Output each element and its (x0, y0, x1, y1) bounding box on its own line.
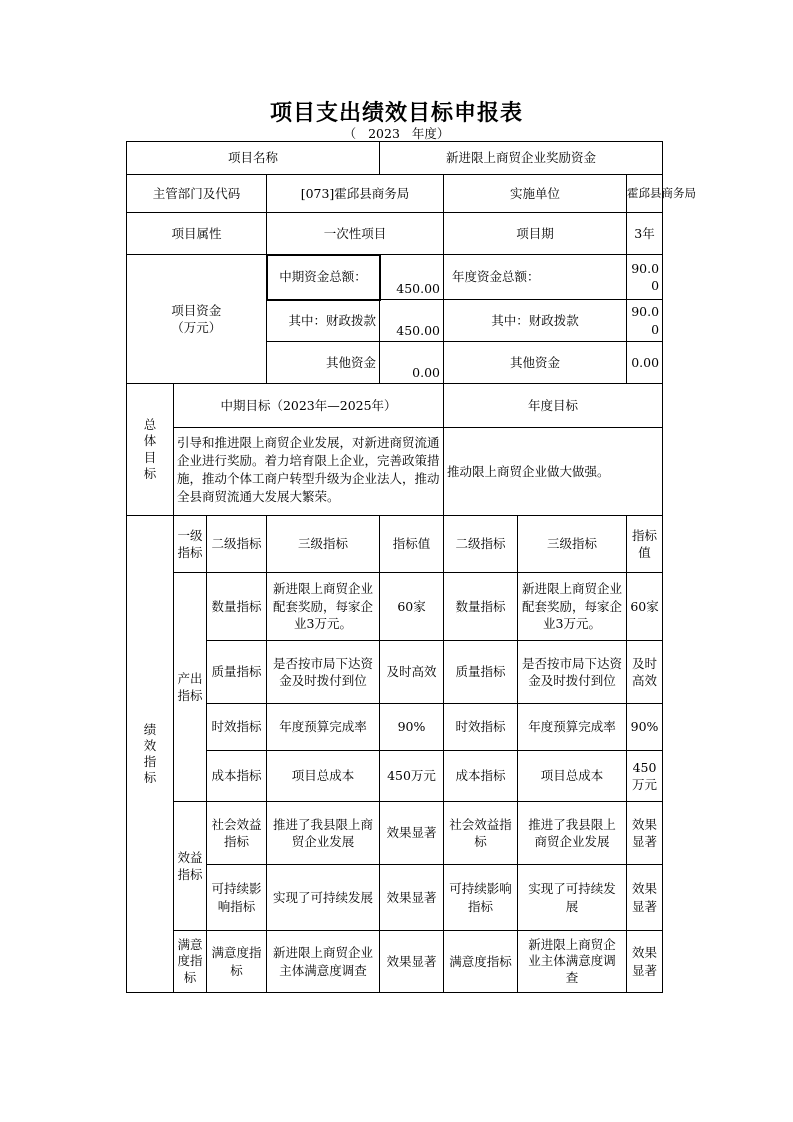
row-l2: 时效指标 (207, 704, 267, 751)
table-row (127, 704, 663, 751)
annual-goal-text: 推动限上商贸企业做大做强。 (444, 428, 663, 516)
row-l2: 质量指标 (207, 641, 267, 704)
row-l2b: 数量指标 (444, 573, 518, 641)
attr-value: 一次性项目 (267, 213, 444, 255)
funds-label: 项目资金 （万元） (127, 255, 267, 384)
hdr-value: 指标值 (380, 516, 444, 573)
hdr-level2b: 二级指标 (444, 516, 518, 573)
row-value: 效果显著 (380, 865, 444, 931)
mid-total-label: 中期资金总额： (267, 255, 380, 300)
row-l3: 推进了我县限上商贸企业发展 (267, 802, 380, 865)
mid-fiscal-value: 450.00 (380, 300, 444, 342)
row-l3b: 新进限上商贸企业配套奖励，每家企业3万元。 (518, 573, 627, 641)
row-value: 450万元 (380, 751, 444, 802)
row-valueb: 效果 显著 (627, 865, 663, 931)
row-value: 90% (380, 704, 444, 751)
row-l3: 实现了可持续发展 (267, 865, 380, 931)
mid-other-value: 0.00 (380, 342, 444, 384)
effect-label: 效益 指标 (174, 802, 207, 931)
annual-total-value: 90.00 (627, 255, 663, 300)
row-value: 效果显著 (380, 931, 444, 993)
table-row (127, 641, 663, 704)
row-l2: 社会效益 指标 (207, 802, 267, 865)
table-row (127, 751, 663, 802)
page-title: 项目支出绩效目标申报表 (269, 101, 523, 126)
row-valueb: 效果 显著 (627, 931, 663, 993)
row-l2b: 满意度指标 (444, 931, 518, 993)
row-value: 60家 (380, 573, 444, 641)
table-row (127, 573, 663, 641)
impl-label: 实施单位 (444, 175, 627, 213)
period-value: 3年 (627, 213, 663, 255)
row-l3: 是否按市局下达资金及时拨付到位 (267, 641, 380, 704)
row-valueb: 90% (627, 704, 663, 751)
row-valueb: 及时 高效 (627, 641, 663, 704)
annual-other-label: 其他资金 (444, 342, 627, 384)
table-row (127, 931, 663, 993)
perf-label: 绩 效 指 标 (127, 516, 174, 993)
year-line (0, 124, 793, 142)
hdr-level1: 一级 指标 (174, 516, 207, 573)
goals-label: 总 体 目 标 (127, 384, 174, 516)
row-valueb: 效果 显著 (627, 802, 663, 865)
satisfy-label: 满意 度指 标 (174, 931, 207, 993)
year-open: （ (343, 126, 357, 141)
mid-goal-text: 引导和推进限上商贸企业发展，对新进商贸流通企业进行奖励。着力培育限上企业，完善政策措施，推动个体工商户转型升级为企业法人，推动全县商贸流通大发展大繁荣。 (174, 428, 444, 516)
row-l2: 成本指标 (207, 751, 267, 802)
annual-goal-header: 年度目标 (444, 384, 663, 428)
mid-total-value: 450.00 (380, 255, 444, 300)
mid-fiscal-label: 其中：财政拨款 (267, 300, 380, 342)
project-name-value: 新进限上商贸企业奖励资金 (380, 142, 663, 175)
row-l3: 新进限上商贸企业配套奖励，每家企业3万元。 (267, 573, 380, 641)
dept-value: [073]霍邱县商务局 (267, 175, 444, 213)
row-l2: 数量指标 (207, 573, 267, 641)
row-valueb: 450 万元 (627, 751, 663, 802)
hdr-level2: 二级指标 (207, 516, 267, 573)
project-name-label: 项目名称 (127, 142, 380, 175)
hdr-level3b: 三级指标 (518, 516, 627, 573)
year-value: 2023 (368, 126, 400, 141)
dept-label: 主管部门及代码 (127, 175, 267, 213)
row-value: 效果显著 (380, 802, 444, 865)
impl-value: 霍邱县商务局 (627, 175, 663, 213)
row-valueb: 60家 (627, 573, 663, 641)
output-label: 产出 指标 (174, 573, 207, 802)
row-value: 及时高效 (380, 641, 444, 704)
annual-total-label: 年度资金总额： (444, 255, 627, 300)
table-row (127, 865, 663, 931)
year-suffix: 年度） (411, 126, 450, 141)
row-l2b: 社会效益指 标 (444, 802, 518, 865)
row-l3b: 新进限上商贸企 业主体满意度调 查 (518, 931, 627, 993)
row-l2b: 质量指标 (444, 641, 518, 704)
attr-label: 项目属性 (127, 213, 267, 255)
table-row (127, 802, 663, 865)
row-l3b: 项目总成本 (518, 751, 627, 802)
annual-other-value: 0.00 (627, 342, 663, 384)
row-l3b: 推进了我县限上 商贸企业发展 (518, 802, 627, 865)
row-l3: 项目总成本 (267, 751, 380, 802)
period-label: 项目期 (444, 213, 627, 255)
hdr-level3: 三级指标 (267, 516, 380, 573)
row-l3: 新进限上商贸企业主体满意度调查 (267, 931, 380, 993)
row-l3: 年度预算完成率 (267, 704, 380, 751)
row-l2b: 时效指标 (444, 704, 518, 751)
row-l2: 满意度指 标 (207, 931, 267, 993)
hdr-valueb: 指标 值 (627, 516, 663, 573)
row-l3b: 是否按市局下达资金及时拨付到位 (518, 641, 627, 704)
annual-fiscal-label: 其中：财政拨款 (444, 300, 627, 342)
mid-other-label: 其他资金 (267, 342, 380, 384)
row-l2b: 可持续影响 指标 (444, 865, 518, 931)
row-l3b: 实现了可持续发 展 (518, 865, 627, 931)
mid-goal-header: 中期目标（2023年—2025年） (174, 384, 444, 428)
annual-fiscal-value: 90.00 (627, 300, 663, 342)
row-l2: 可持续影 响指标 (207, 865, 267, 931)
performance-table (126, 141, 697, 993)
row-l3b: 年度预算完成率 (518, 704, 627, 751)
row-l2b: 成本指标 (444, 751, 518, 802)
